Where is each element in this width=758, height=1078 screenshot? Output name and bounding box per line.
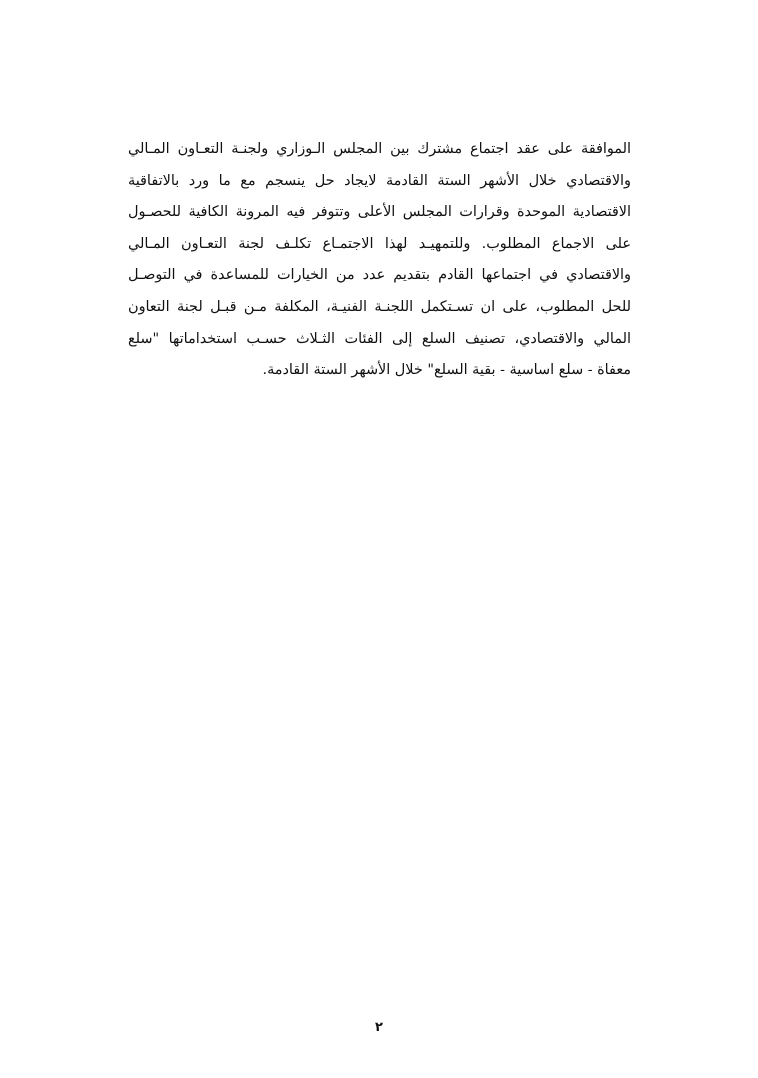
paragraph-line-2: والاقتصادي خلال الأشهر الستة القادمة لايجاد حل ينسجم مع ما ورد بالاتفاقية [128, 172, 631, 189]
paragraph-line-6: للحل المطلوب، على ان تسـتكمل اللجنـة الفنيـة، المكلفة مـن قبـل لجنة التعاون [128, 298, 631, 315]
paragraph-line-5: والاقتصادي في اجتماعها القادم بتقديم عدد من الخيارات للمساعدة في التوصـل [128, 267, 631, 284]
paragraph-line-8: معفاة - سلع اساسية - بقية السلع" خلال الأشهر الستة القادمة. [262, 362, 631, 379]
paragraph-line-7: المالي والاقتصادي، تصنيف السلع إلى الفئات الثـلاث حسـب استخداماتها "سلع [128, 330, 631, 347]
body-paragraph [128, 134, 631, 387]
paragraph-line-3: الاقتصادية الموحدة وقرارات المجلس الأعلى وتتوفر فيه المرونة الكافية للحصـول [128, 204, 631, 221]
paragraph-line-1: الموافقة على عقد اجتماع مشترك بين المجلس الـوزاري ولجنـة التعـاون المـالي [128, 141, 631, 157]
paragraph-line-4: على الاجماع المطلوب. وللتمهيـد لهذا الاجتمـاع تكلـف لجنة التعـاون المـالي [128, 235, 631, 252]
page-number: ٢ [375, 1020, 383, 1035]
